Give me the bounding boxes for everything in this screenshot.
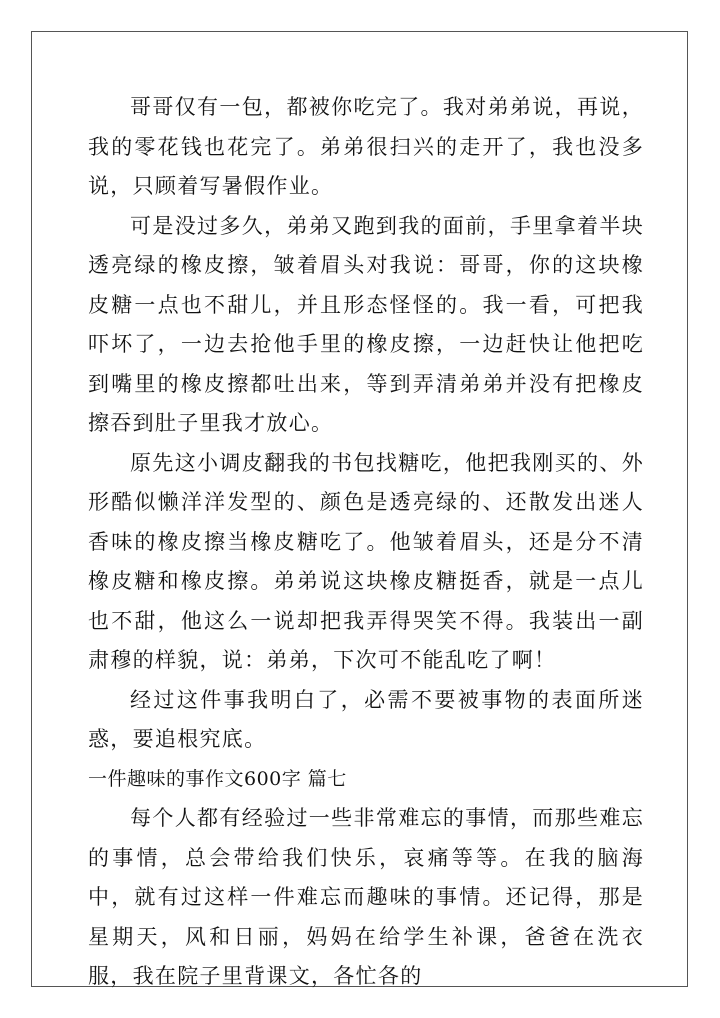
paragraph-4: 经过这件事我明白了，必需不要被事物的表面所迷惑，要追根究底。 xyxy=(88,687,644,751)
paragraph-2: 可是没过多久，弟弟又跑到我的面前，手里拿着半块透亮绿的橡皮擦，皱着眉头对我说：哥哥，你的这块橡皮糖一点也不甜儿，并且形态怪怪的。我一看，可把我吓坏了，一边去抢他手里的橡皮擦，一边赶快让他把吃到嘴里的橡皮擦都吐出来，等到弄清弟弟并没有把橡皮擦吞到肚子里我才放心。 xyxy=(88,213,644,435)
document-body xyxy=(88,88,644,997)
paragraph-3: 原先这小调皮翻我的书包找糖吃，他把我刚买的、外形酷似懒洋洋发型的、颜色是透亮绿的、还散发出迷人香味的橡皮擦当橡皮糖吃了。他皱着眉头，还是分不清橡皮糖和橡皮擦。弟弟说这块橡皮糖挺香，就是一点儿也不甜，他这么一说却把我弄得哭笑不得。我装出一副肃穆的样貌，说：弟弟，下次可不能乱吃了啊！ xyxy=(88,450,644,672)
paragraph-1: 哥哥仅有一包，都被你吃完了。我对弟弟说，再说，我的零花钱也花完了。弟弟很扫兴的走开了，我也没多说，只顾着写暑假作业。 xyxy=(88,95,644,198)
paragraph-5: 每个人都有经验过一些非常难忘的事情，而那些难忘的事情，总会带给我们快乐，哀痛等等。在我的脑海中，就有过这样一件难忘而趣味的事情。还记得，那是星期天，风和日丽，妈妈在给学生补课，爸爸在洗衣服，我在院子里背课文，各忙各的 xyxy=(88,806,644,988)
section-heading: 一件趣味的事作文600字 篇七 xyxy=(88,767,347,790)
